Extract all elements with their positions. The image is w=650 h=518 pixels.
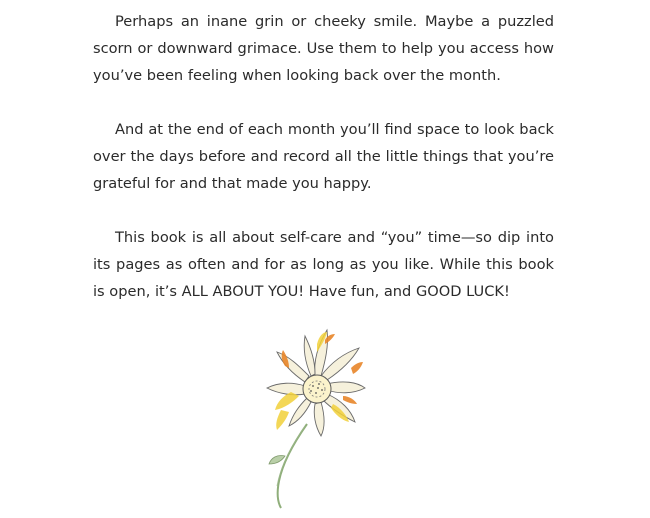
sunflower-icon: [255, 326, 370, 511]
paragraph-gratitude: And at the end of each month you’ll find space to look back over the days before and record all the little things that you’re grateful for and that made you happy.: [93, 121, 554, 192]
paragraph-self-care: This book is all about self-care and “you” time—so dip into its pages as often and for as long as you like. While this book is open, it’s ALL ABOUT YOU! Have fun, and GOOD LUCK!: [93, 229, 554, 300]
body-text: [93, 8, 554, 305]
paragraph-faces: Perhaps an inane grin or cheeky smile. Maybe a puzzled scorn or downward grimace. Use them to help you access how you’ve been feeling when looking back over the month.: [93, 13, 554, 84]
